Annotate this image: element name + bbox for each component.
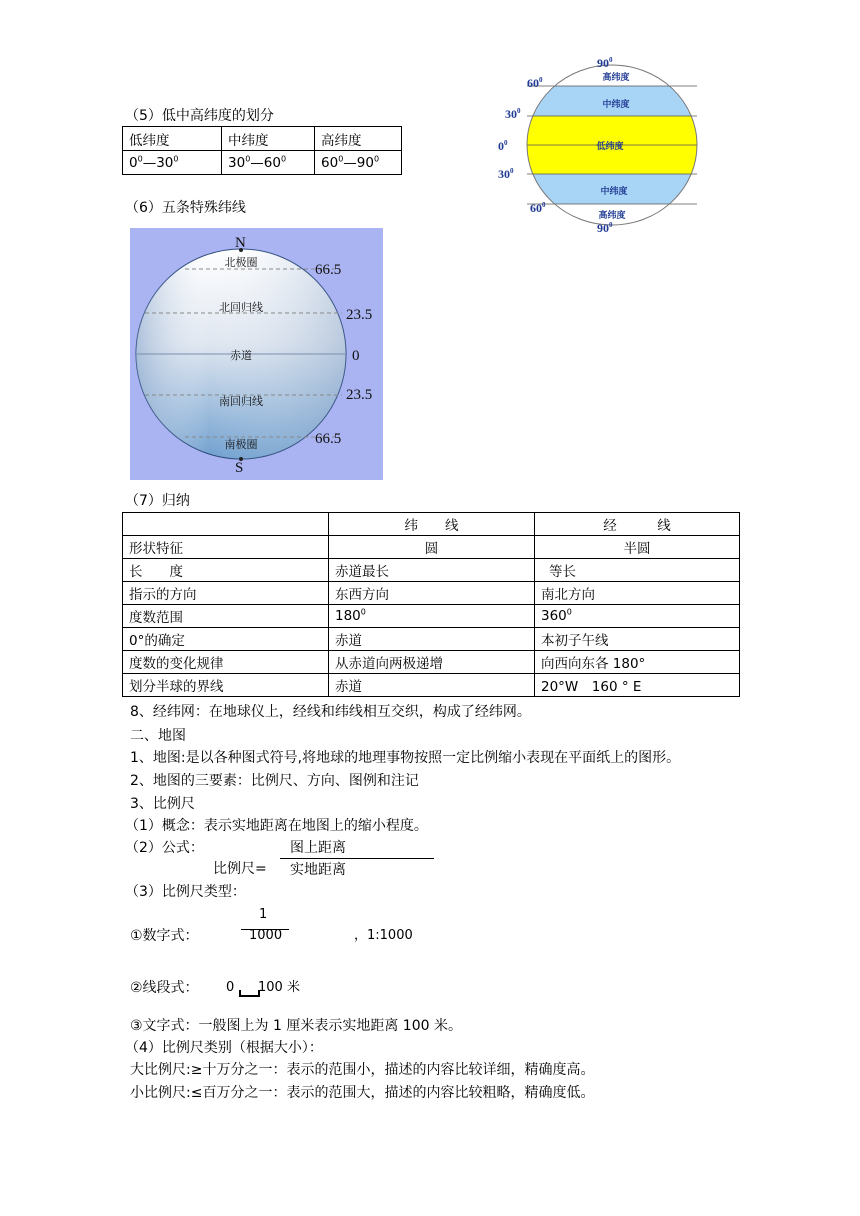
zone-label-mid-s: 中纬度 bbox=[600, 187, 628, 197]
summary-cell: 向西向东各 180° bbox=[535, 651, 740, 674]
deg-antarctic: 66.5 bbox=[315, 431, 342, 447]
special-latitudes-diagram bbox=[130, 228, 383, 480]
range-mid: $30^0—60^0$ bbox=[222, 151, 315, 175]
section-6-heading: （6）五条特殊纬线 bbox=[125, 200, 246, 216]
summary-row-label: 长 度 bbox=[123, 559, 329, 582]
deg-tropic-cancer: 23.5 bbox=[346, 307, 373, 323]
summary-cell: 圆 bbox=[329, 536, 535, 559]
numeric-scale-ratio: ，1:1000 bbox=[354, 928, 413, 943]
text-map-definition: 1、地图:是以各种图式符号,将地球的地理事物按照一定比例缩小表现在平面纸上的图形。 bbox=[130, 750, 681, 766]
line-antarctic-circle: 南极圈 bbox=[224, 438, 258, 451]
deg-label-90-s: $90^0$ bbox=[597, 221, 613, 235]
pole-n-label: N bbox=[235, 235, 246, 251]
summary-row-label: 形状特征 bbox=[123, 536, 329, 559]
summary-row-label: 划分半球的界线 bbox=[123, 674, 329, 697]
deg-label-90-n: $90^0$ bbox=[597, 56, 613, 70]
line-scale-label: ②线段式： bbox=[130, 980, 199, 996]
zone-label-mid-n: 中纬度 bbox=[602, 100, 630, 110]
summary-cell: 半圆 bbox=[535, 536, 740, 559]
range-low: $0^0—30^0$ bbox=[123, 151, 222, 175]
summary-cell: 赤道 bbox=[329, 628, 535, 651]
deg-label-30-s: $30^0$ bbox=[498, 167, 514, 181]
line-scale-bar bbox=[239, 990, 260, 997]
line-scale-end: 100 米 bbox=[258, 980, 300, 995]
formula-numerator: 图上距离 bbox=[290, 840, 346, 856]
summary-cell: 赤道 bbox=[329, 674, 535, 697]
zone-label-high-n: 高纬度 bbox=[602, 73, 630, 83]
summary-row-label: 0°的确定 bbox=[123, 628, 329, 651]
summary-header-latitude: 纬 线 bbox=[329, 513, 535, 536]
text-verbal-scale: ③文字式：一般图上为 1 厘米表示实地距离 100 米。 bbox=[130, 1018, 462, 1034]
line-equator: 赤道 bbox=[230, 349, 252, 362]
header-low: 低纬度 bbox=[123, 127, 222, 151]
text-scale-categories: （4）比例尺类别（根据大小）： bbox=[125, 1040, 323, 1056]
range-high: $60^0—90^0$ bbox=[315, 151, 402, 175]
deg-arctic: 66.5 bbox=[315, 262, 342, 278]
summary-cell: 赤道最长 bbox=[329, 559, 535, 582]
formula-lhs: 比例尺= bbox=[213, 861, 267, 877]
zone-label-high-s: 高纬度 bbox=[598, 211, 626, 221]
text-scale-concept: （1）概念：表示实地距离在地图上的缩小程度。 bbox=[125, 818, 428, 834]
summary-table bbox=[122, 512, 740, 697]
numeric-fraction-denominator: 1000 bbox=[249, 928, 283, 943]
text-map-elements: 2、地图的三要素：比例尺、方向、图例和注记 bbox=[130, 773, 419, 789]
text-small-scale: 小比例尺:≤百万分之一：表示的范围大，描述的内容比较粗略，精确度低。 bbox=[130, 1085, 595, 1101]
summary-row-label: 指示的方向 bbox=[123, 582, 329, 605]
summary-cell: 本初子午线 bbox=[535, 628, 740, 651]
line-tropic-capricorn: 南回归线 bbox=[219, 395, 263, 408]
summary-cell: 20°W 160 ° E bbox=[535, 674, 740, 697]
text-scale-types: （3）比例尺类型： bbox=[125, 884, 246, 900]
summary-row-label: 度数范围 bbox=[123, 605, 329, 628]
latitude-zones-diagram bbox=[490, 52, 705, 237]
formula-denominator: 实地距离 bbox=[290, 862, 346, 878]
deg-label-30-n: $30^0$ bbox=[505, 107, 521, 121]
summary-cell: 等长 bbox=[535, 559, 740, 582]
summary-cell: $360^0$ bbox=[535, 605, 740, 628]
section-5-heading: （5）低中高纬度的划分 bbox=[125, 108, 274, 124]
summary-cell: 从赤道向两极递增 bbox=[329, 651, 535, 674]
summary-cell: 东西方向 bbox=[329, 582, 535, 605]
heading-scale: 3、比例尺 bbox=[130, 796, 195, 812]
heading-map: 二、地图 bbox=[130, 728, 186, 744]
summary-cell: $180^0$ bbox=[329, 605, 535, 628]
line-scale-zero: 0 bbox=[226, 980, 235, 995]
numeric-scale-label: ①数字式： bbox=[130, 928, 199, 944]
summary-cell: 南北方向 bbox=[535, 582, 740, 605]
text-large-scale: 大比例尺:≥十万分之一：表示的范围小，描述的内容比较详细，精确度高。 bbox=[130, 1062, 595, 1078]
pole-s-label: S bbox=[235, 460, 244, 476]
summary-header-0 bbox=[123, 513, 329, 536]
formula-fraction-bar bbox=[280, 858, 434, 859]
text-graticule: 8、经纬网：在地球仪上，经线和纬线相互交织，构成了经纬网。 bbox=[130, 704, 531, 720]
deg-tropic-capricorn: 23.5 bbox=[346, 387, 373, 403]
header-high: 高纬度 bbox=[315, 127, 402, 151]
summary-row-label: 度数的变化规律 bbox=[123, 651, 329, 674]
text-scale-formula-label: （2）公式： bbox=[125, 840, 204, 856]
latitude-zone-table bbox=[122, 126, 402, 175]
line-tropic-cancer: 北回归线 bbox=[219, 301, 263, 314]
summary-header-longitude: 经 线 bbox=[535, 513, 740, 536]
section-7-heading: （7）归纳 bbox=[125, 493, 190, 509]
numeric-fraction-numerator: 1 bbox=[259, 907, 268, 922]
deg-equator: 0 bbox=[352, 348, 360, 364]
line-arctic-circle: 北极圈 bbox=[224, 256, 258, 269]
deg-label-60-s: $60^0$ bbox=[530, 201, 546, 215]
deg-label-60-n: $60^0$ bbox=[527, 76, 543, 90]
deg-label-0: $0^0$ bbox=[498, 139, 508, 153]
zone-label-low: 低纬度 bbox=[596, 142, 624, 152]
header-mid: 中纬度 bbox=[222, 127, 315, 151]
